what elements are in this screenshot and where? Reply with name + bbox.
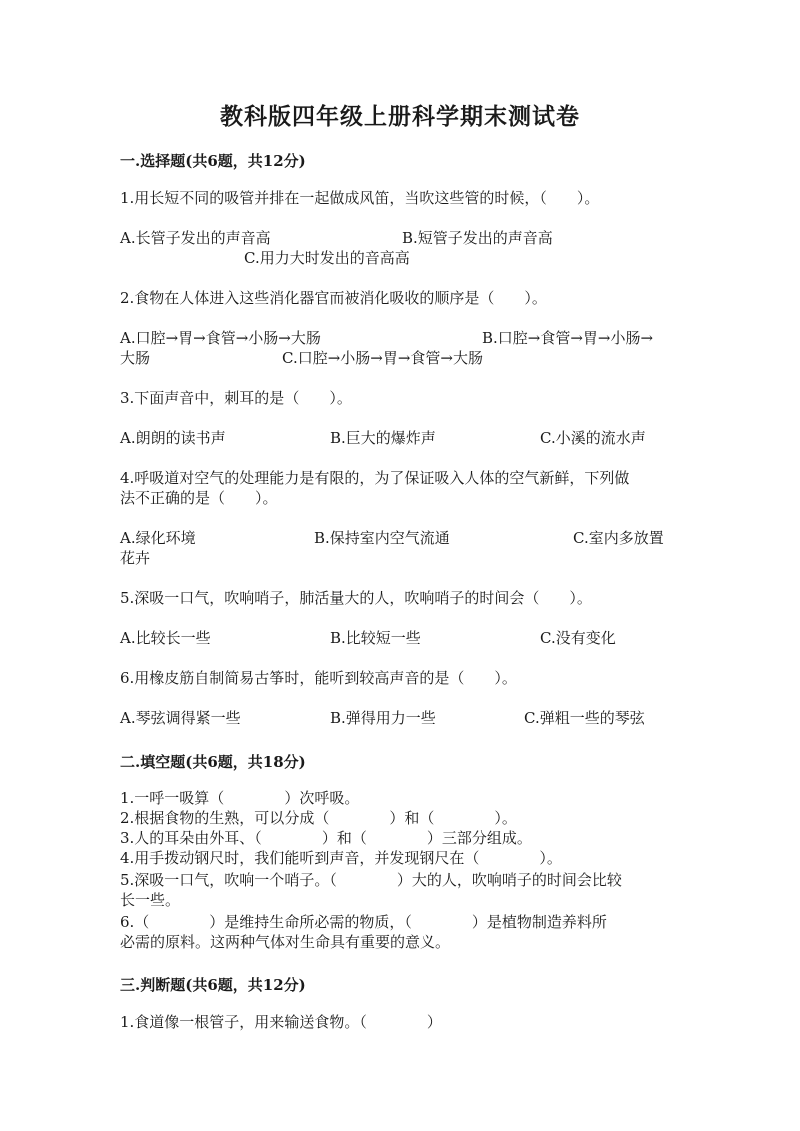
option-b: B.巨大的爆炸声 [330, 429, 436, 447]
question-stem: 1.用长短不同的吸管并排在一起做成风笛，当吹这些管的时候，（ ）。 [120, 189, 600, 207]
option-b: B.短管子发出的声音高 [402, 229, 553, 247]
question-stem: 3.下面声音中，刺耳的是（ ）。 [120, 389, 352, 407]
option-c: C.弹粗一些的琴弦 [524, 709, 645, 727]
option-c: C.没有变化 [540, 629, 616, 647]
question-stem: 4.呼吸道对空气的处理能力是有限的，为了保证吸入人体的空气新鲜，下列做 [120, 469, 630, 487]
fill-line: 必需的原料。这两种气体对生命具有重要的意义。 [120, 933, 451, 951]
option-b-continued: 大肠 [120, 349, 151, 367]
section-heading-judge: 三.判断题(共6题，共12分) [120, 976, 306, 994]
option-c: C.用力大时发出的音高高 [244, 249, 410, 267]
fill-line: 2.根据食物的生熟，可以分成（ ）和（ ）。 [120, 809, 517, 827]
section-heading-fill: 二.填空题(共6题，共18分) [120, 753, 306, 771]
question-stem: 2.食物在人体进入这些消化器官而被消化吸收的顺序是（ ）。 [120, 289, 547, 307]
option-c: C.室内多放置 [573, 529, 664, 547]
option-b: B.口腔→食管→胃→小肠→ [482, 329, 654, 347]
option-c: C.口腔→小肠→胃→食管→大肠 [282, 349, 483, 367]
section-heading-choice: 一.选择题(共6题，共12分) [120, 152, 306, 170]
fill-line: 6.（ ）是维持生命所必需的物质，（ ）是植物制造养料所 [120, 913, 607, 931]
option-a: A.朗朗的读书声 [120, 429, 226, 447]
option-c: C.小溪的流水声 [540, 429, 646, 447]
question-stem-continued: 法不正确的是（ ）。 [120, 489, 278, 507]
question-stem: 5.深吸一口气，吹响哨子，肺活量大的人，吹响哨子的时间会（ ）。 [120, 589, 592, 607]
fill-line: 5.深吸一口气，吹响一个哨子。（ ）大的人，吹响哨子的时间会比较 [120, 871, 622, 889]
fill-line: 3.人的耳朵由外耳、（ ）和（ ）三部分组成。 [120, 829, 532, 847]
option-a: A.琴弦调得紧一些 [120, 709, 241, 727]
option-b: B.比较短一些 [330, 629, 421, 647]
option-c-continued: 花卉 [120, 549, 151, 567]
option-b: B.弹得用力一些 [330, 709, 436, 727]
option-a: A.绿化环境 [120, 529, 196, 547]
judge-question: 1.食道像一根管子，用来输送食物。（ ） [120, 1013, 442, 1031]
option-a: A.比较长一些 [120, 629, 211, 647]
fill-line: 1.一呼一吸算（ ）次呼吸。 [120, 789, 360, 807]
option-a: A.长管子发出的声音高 [120, 229, 271, 247]
fill-line: 4.用手拨动钢尺时，我们能听到声音，并发现钢尺在（ ）。 [120, 849, 562, 867]
option-a: A.口腔→胃→食管→小肠→大肠 [120, 329, 321, 347]
option-b: B.保持室内空气流通 [314, 529, 450, 547]
question-stem: 6.用橡皮筋自制简易古筝时，能听到较高声音的是（ ）。 [120, 669, 517, 687]
page-title: 教科版四年级上册科学期末测试卷 [220, 103, 580, 130]
fill-line: 长一些。 [120, 891, 181, 909]
